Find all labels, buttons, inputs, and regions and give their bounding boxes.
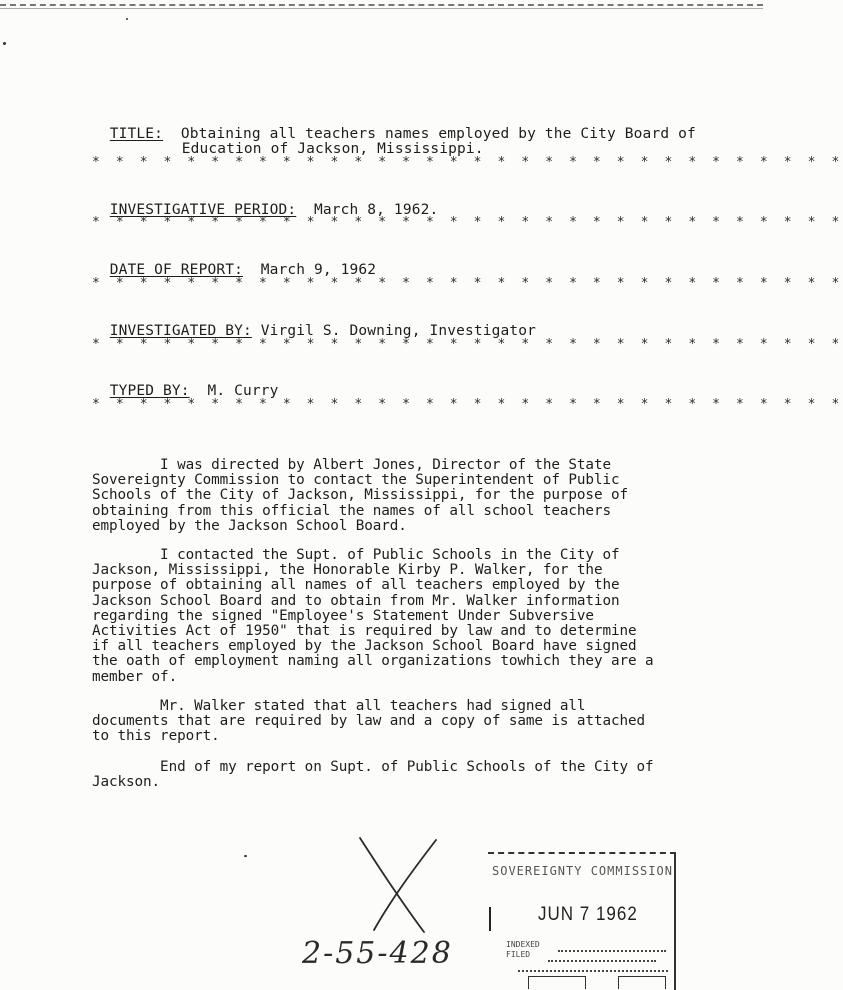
paragraph-line: End of my report on Supt. of Public Schools of the City of <box>92 759 654 775</box>
investigative-period-row <box>92 188 438 218</box>
paragraph-line: Jackson. <box>92 774 161 791</box>
stamp-indexed-label: INDEXED <box>506 940 540 949</box>
paragraph-1 <box>92 458 692 534</box>
paragraph-2 <box>92 548 692 685</box>
title-line-1: Obtaining all teachers names employed by the City Board of <box>180 126 696 142</box>
paragraph-line: I contacted the Supt. of Public Schools in the City of <box>92 547 620 563</box>
paragraph-3 <box>92 699 692 745</box>
scan-speck <box>3 42 6 45</box>
paragraph-4 <box>92 760 692 790</box>
paragraph-line: obtaining from this official the names of all school teachers <box>92 502 611 519</box>
page-top-edge <box>0 4 763 6</box>
separator-row: * * * * * * * * * * * * * * * * * * * * * * * * * * * * * * * * <box>92 215 843 230</box>
handwritten-file-number: 2-55-428 <box>302 936 453 971</box>
stamp-header: SOVEREIGNTY COMMISSION <box>492 864 673 878</box>
paragraph-line: Jackson School Board and to obtain from Mr. Walker information <box>92 592 620 609</box>
page-top-edge-line <box>0 8 763 9</box>
paragraph-line: Schools of the City of Jackson, Mississippi, for the purpose of <box>92 487 628 504</box>
paragraph-line: Activities Act of 1950" that is required by law and to determine <box>92 623 637 640</box>
stamp-extra-line <box>518 970 668 972</box>
typed-by-value: M. Curry <box>207 383 279 399</box>
paragraph-line: Jackson, Mississippi, the Honorable Kirby P. Walker, for the <box>92 562 603 579</box>
separator-row: * * * * * * * * * * * * * * * * * * * * * * * * * * * * * * * * <box>92 397 843 412</box>
date-of-report-row <box>92 248 376 278</box>
title-row-2 <box>164 127 484 157</box>
investigated-by-value: Virgil S. Downing, Investigator <box>260 323 537 339</box>
investigative-period-label: INVESTIGATIVE PERIOD: <box>109 202 297 218</box>
investigative-period-value: March 8, 1962. <box>314 202 439 218</box>
stamp-box-right <box>618 976 666 989</box>
paragraph-line: documents that are required by law and a copy of same is attached <box>92 713 645 730</box>
title-label: TITLE: <box>109 126 164 142</box>
typed-by-row <box>92 369 279 399</box>
paragraph-line: purpose of obtaining all names of all teachers employed by the <box>92 577 620 594</box>
stamp-indexed-line <box>558 950 666 952</box>
investigated-by-label: INVESTIGATED BY: <box>109 323 252 339</box>
paragraph-line: to this report. <box>92 728 220 745</box>
date-of-report-value: March 9, 1962 <box>260 262 377 278</box>
scan-speck <box>126 18 128 20</box>
paragraph-line: if all teachers employed by the Jackson School Board have signed <box>92 638 637 655</box>
paragraph-line: the oath of employment naming all organizations towhich they are a <box>92 653 654 670</box>
date-of-report-label: DATE OF REPORT: <box>109 262 243 278</box>
paragraph-line: Sovereignty Commission to contact the Superintendent of Public <box>92 472 620 489</box>
handwritten-x-mark <box>356 836 440 934</box>
paragraph-line: member of. <box>92 668 178 685</box>
separator-row: * * * * * * * * * * * * * * * * * * * * * * * * * * * * * * * * <box>92 276 843 291</box>
received-stamp <box>488 852 676 988</box>
typed-by-label: TYPED BY: <box>109 383 190 399</box>
stamp-filed-label: FILED <box>506 950 531 959</box>
scan-speck <box>244 855 247 857</box>
stamp-date: JUN 7 1962 <box>538 902 638 925</box>
separator-row: * * * * * * * * * * * * * * * * * * * * * * * * * * * * * * * * <box>92 155 843 170</box>
stamp-side-bar <box>489 907 491 931</box>
paragraph-line: Mr. Walker stated that all teachers had signed all <box>92 698 586 714</box>
investigated-by-row <box>92 309 536 339</box>
stamp-filed-line <box>548 960 656 962</box>
paragraph-line: regarding the signed "Employee's Statement Under Subversive <box>92 607 594 624</box>
stamp-box-left <box>528 976 586 989</box>
separator-row: * * * * * * * * * * * * * * * * * * * * * * * * * * * * * * * * <box>92 337 843 352</box>
title-line-2: Education of Jackson, Mississippi. <box>181 141 484 157</box>
paragraph-line: employed by the Jackson School Board. <box>92 517 407 534</box>
paragraph-line: I was directed by Albert Jones, Director of the State <box>92 457 611 473</box>
